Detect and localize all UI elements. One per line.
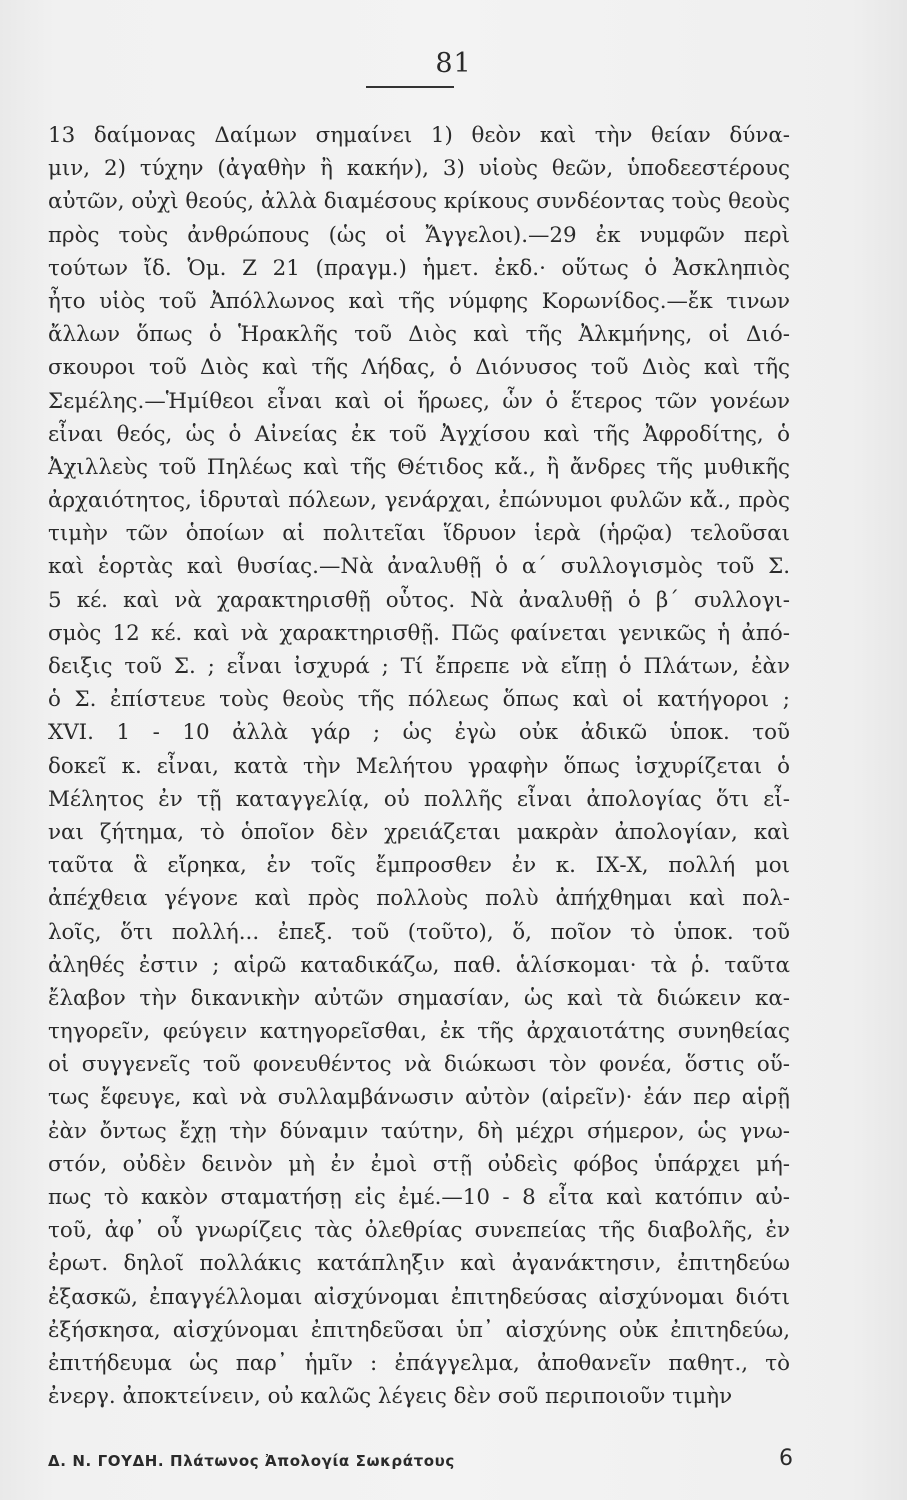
text-line: ἀπέχθεια γέγονε καὶ πρὸς πολλοὺς πολὺ ἀπήχθημαι καὶ πολ- — [48, 886, 790, 912]
text-line: ἐξασκῶ, ἐπαγγέλλομαι αἰσχύνομαι ἐπιτηδεύσας αἰσχύνομαι διότι — [48, 1284, 790, 1310]
text-line: τηγορεῖν, φεύγειν κατηγορεῖσθαι, ἐκ τῆς ἀρχαιοτάτης συνηθείας — [48, 1019, 790, 1045]
text-line: ναι ζήτημα, τὸ ὁποῖον δὲν χρειάζεται μακρὰν ἀπολογίαν, καὶ — [48, 819, 790, 845]
text-line: καὶ ἑορτὰς καὶ θυσίας.—Νὰ ἀναλυθῇ ὁ α΄ συλλογισμὸς τοῦ Σ. — [48, 554, 790, 580]
text-line: ἐνεργ. ἀποκτείνειν, οὐ καλῶς λέγεις δὲν σοῦ περιποιοῦν τιμὴν — [48, 1384, 733, 1410]
page-number-rule — [366, 86, 454, 88]
text-line: ἐὰν ὄντως ἔχῃ τὴν δύναμιν ταύτην, δὴ μέχρι σήμερον, ὡς γνω- — [48, 1118, 790, 1144]
text-line: ἐπιτήδευμα ὡς παρ᾽ ἡμῖν : ἐπάγγελμα, ἀποθανεῖν παθητ., τὸ — [48, 1350, 790, 1376]
text-line: τούτων ἴδ. Ὁμ. Ζ 21 (πραγμ.) ἡμετ. ἐκδ.· οὕτως ὁ Ἀσκληπιὸς — [48, 255, 790, 281]
text-line: ΧVΙ. 1 - 10 ἀλλὰ γάρ ; ὡς ἐγὼ οὐκ ἀδικῶ ὑποκ. τοῦ — [48, 720, 790, 746]
text-line: ὁ Σ. ἐπίστευε τοὺς θεοὺς τῆς πόλεως ὅπως καὶ οἱ κατήγοροι ; — [48, 687, 790, 713]
text-line: σμὸς 12 κέ. καὶ νὰ χαρακτηρισθῇ. Πῶς φαίνεται γενικῶς ἡ ἀπό- — [48, 620, 790, 646]
text-line: 13 δαίμονας Δαίμων σημαίνει 1) θεὸν καὶ τὴν θείαν δύνα- — [48, 123, 790, 148]
text-line: οἱ συγγενεῖς τοῦ φονευθέντος νὰ διώκωσι τὸν φονέα, ὅστις οὕ- — [48, 1052, 790, 1078]
commentary-text — [48, 119, 790, 1413]
text-line: μιν, 2) τύχην (ἀγαθὴν ἢ κακήν), 3) υἱοὺς θεῶν, ὑποδεεστέρους — [48, 156, 790, 182]
text-line: ἦτο υἱὸς τοῦ Ἀπόλλωνος καὶ τῆς νύμφης Κορωνίδος.—ἔκ τινων — [48, 288, 790, 314]
text-line: πρὸς τοὺς ἀνθρώπους (ὡς οἱ Ἄγγελοι).—29 ἐκ νυμφῶν περὶ — [48, 222, 790, 248]
page-number: 81 — [435, 48, 472, 79]
footer-book-title: Δ. Ν. ΓΟΥΔΗ. Πλάτωνος Ἀπολογία Σωκράτους — [48, 1452, 455, 1470]
text-line: εἶναι θεός, ὡς ὁ Αἰνείας ἐκ τοῦ Ἀγχίσου καὶ τῆς Ἀφροδίτης, ὁ — [48, 421, 790, 447]
text-line: ἐρωτ. δηλοῖ πολλάκις κατάπληξιν καὶ ἀγανάκτησιν, ἐπιτηδεύω — [48, 1251, 790, 1277]
page-footer — [48, 1446, 793, 1476]
text-line: δειξις τοῦ Σ. ; εἶναι ἰσχυρά ; Τί ἔπρεπε νὰ εἴπῃ ὁ Πλάτων, ἐὰν — [48, 654, 790, 679]
text-line: τοῦ, ἀφ᾽ οὗ γνωρίζεις τὰς ὀλεθρίας συνεπείας τῆς διαβολῆς, ἐν — [48, 1218, 790, 1244]
text-line: στόν, οὐδὲν δεινὸν μὴ ἐν ἐμοὶ στῇ οὐδεὶς φόβος ὑπάρχει μή- — [48, 1151, 790, 1177]
text-line: ἔλαβον τὴν δικανικὴν αὐτῶν σημασίαν, ὡς καὶ τὰ διώκειν κα- — [48, 985, 790, 1011]
text-line: δοκεῖ κ. εἶναι, κατὰ τὴν Μελήτου γραφὴν ὅπως ἰσχυρίζεται ὁ — [48, 753, 790, 779]
text-line: πως τὸ κακὸν σταματήσῃ εἰς ἐμέ.—10 - 8 εἶτα καὶ κατόπιν αὐ- — [48, 1185, 790, 1210]
text-line: ταῦτα ἃ εἴρηκα, ἐν τοῖς ἔμπροσθεν ἐν κ. ΙΧ-Χ, πολλή μοι — [48, 853, 790, 879]
text-line: Ἀχιλλεὺς τοῦ Πηλέως καὶ τῆς Θέτιδος κἄ., ἢ ἄνδρες τῆς μυθικῆς — [48, 454, 790, 480]
text-line: ἄλλων ὅπως ὁ Ἡρακλῆς τοῦ Διὸς καὶ τῆς Ἀλκμήνης, οἱ Διό- — [48, 322, 790, 348]
text-line: Μέλητος ἐν τῇ καταγγελίᾳ, οὐ πολλῆς εἶναι ἀπολογίας ὅτι εἶ- — [48, 786, 790, 812]
text-line: ἀληθές ἐστιν ; αἱρῶ καταδικάζω, παθ. ἁλίσκομαι· τὰ ῥ. ταῦτα — [48, 952, 790, 978]
text-line: λοῖς, ὅτι πολλή... ἐπεξ. τοῦ (τοῦτο), ὅ, ποῖον τὸ ὑποκ. τοῦ — [48, 919, 790, 945]
text-line: τως ἔφευγε, καὶ νὰ συλλαμβάνωσιν αὐτὸν (αἱρεῖν)· ἐάν περ αἱρῇ — [48, 1085, 790, 1111]
text-line: Σεμέλης.—Ἡμίθεοι εἶναι καὶ οἱ ἥρωες, ὧν ὁ ἕτερος τῶν γονέων — [48, 388, 790, 414]
text-line: 5 κέ. καὶ νὰ χαρακτηρισθῇ οὗτος. Νὰ ἀναλυθῇ ὁ β΄ συλλογι- — [48, 587, 790, 613]
footer-signature-number: 6 — [779, 1446, 793, 1471]
text-line: τιμὴν τῶν ὁποίων αἱ πολιτεῖαι ἵδρυον ἱερὰ (ἡρῷα) τελοῦσαι — [48, 521, 790, 547]
text-line: ἐξήσκησα, αἰσχύνομαι ἐπιτηδεῦσαι ὑπ᾽ αἰσχύνης οὐκ ἐπιτηδεύω, — [48, 1317, 790, 1343]
text-line: αὐτῶν, οὐχὶ θεούς, ἀλλὰ διαμέσους κρίκους συνδέοντας τοὺς θεοὺς — [48, 189, 790, 215]
text-line: ἀρχαιότητος, ἱδρυταὶ πόλεων, γενάρχαι, ἐπώνυμοι φυλῶν κἄ., πρὸς — [48, 488, 790, 514]
text-line: σκουροι τοῦ Διὸς καὶ τῆς Λήδας, ὁ Διόνυσος τοῦ Διὸς καὶ τῆς — [48, 355, 790, 381]
